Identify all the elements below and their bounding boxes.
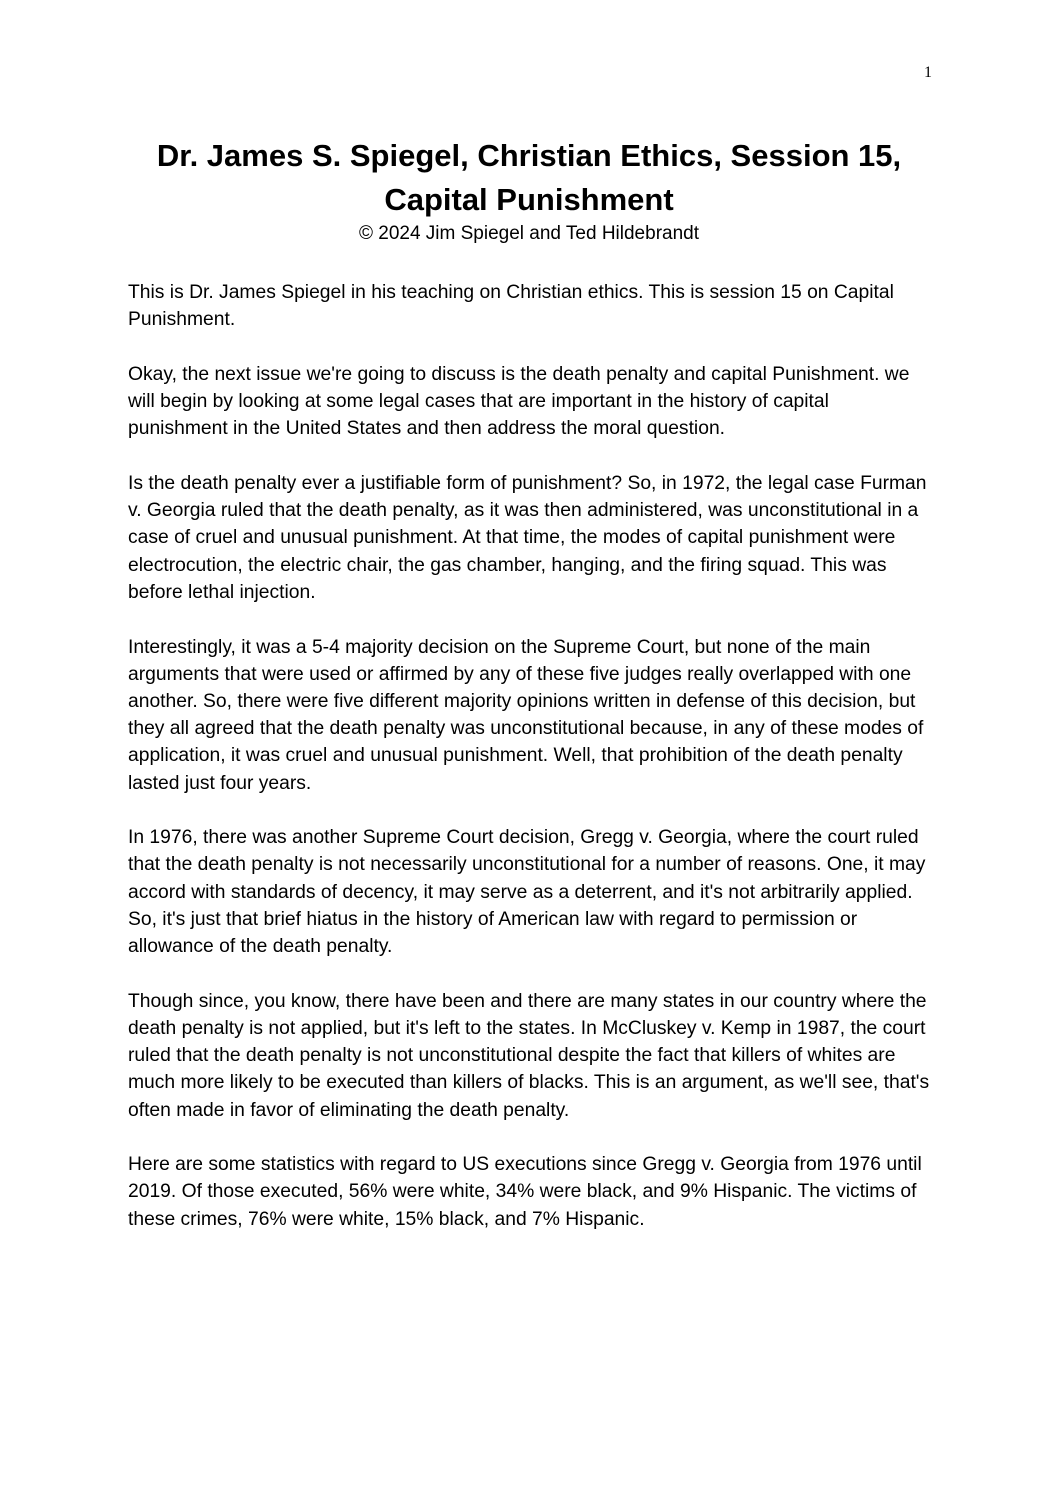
copyright-line: © 2024 Jim Spiegel and Ted Hildebrandt bbox=[358, 223, 700, 244]
paragraph: Here are some statistics with regard to US executions since Gregg v. Georgia from 1976 until 2019. Of those executed, 56% were white, 34% were black, and 9% Hispanic. The victims of these crimes, 76% were white, 15% black, and 7% Hispanic. bbox=[128, 1154, 922, 1230]
page-number: 1 bbox=[924, 64, 932, 81]
paragraph: Okay, the next issue we're going to discuss is the death penalty and capital Punishment. we will begin by looking at some legal cases that are important in the history of capital punishment in the United States and then address the moral question. bbox=[128, 363, 910, 440]
document-title: Dr. James S. Spiegel, Christian Ethics, Session 15, Capital Punishment bbox=[156, 138, 902, 217]
paragraph: This is Dr. James Spiegel in his teaching on Christian ethics. This is session 15 on Capital Punishment. bbox=[128, 282, 894, 331]
paragraph: In 1976, there was another Supreme Court decision, Gregg v. Georgia, where the court ruled that the death penalty is not necessarily unconstitutional for a number of reasons. One, it may accord with standards of decency, it may serve as a deterrent, and it's not arbitrarily applied. So, it's just that brief hiatus in the history of American law with regard to permission or allowance of the death penalty. bbox=[128, 827, 926, 958]
paragraph: Though since, you know, there have been and there are many states in our country where the death penalty is not applied, but it's left to the states. In McCluskey v. Kemp in 1987, the court ruled that the death penalty is not unconstitutional despite the fact that killers of whites are much more likely to be executed than killers of blacks. This is an argument, as we'll see, that's often made in favor of eliminating the death penalty. bbox=[128, 990, 930, 1121]
paragraph: Interestingly, it was a 5-4 majority decision on the Supreme Court, but none of the main arguments that were used or affirmed by any of these five judges really overlapped with one another. So, there were five different majority opinions written in defense of this decision, but they all agreed that the death penalty was unconstitutional because, in any of these modes of application, it was cruel and unusual punishment. Well, that prohibition of the death penalty lasted just four years. bbox=[128, 636, 924, 794]
paragraph: Is the death penalty ever a justifiable form of punishment? So, in 1972, the legal case Furman v. Georgia ruled that the death penalty, as it was then administered, was unconstitutional in a case of cruel and unusual punishment. At that time, the modes of capital punishment were electrocution, the electric chair, the gas chamber, hanging, and the firing squad. This was before lethal injection. bbox=[128, 473, 927, 603]
document-body bbox=[128, 279, 932, 1260]
